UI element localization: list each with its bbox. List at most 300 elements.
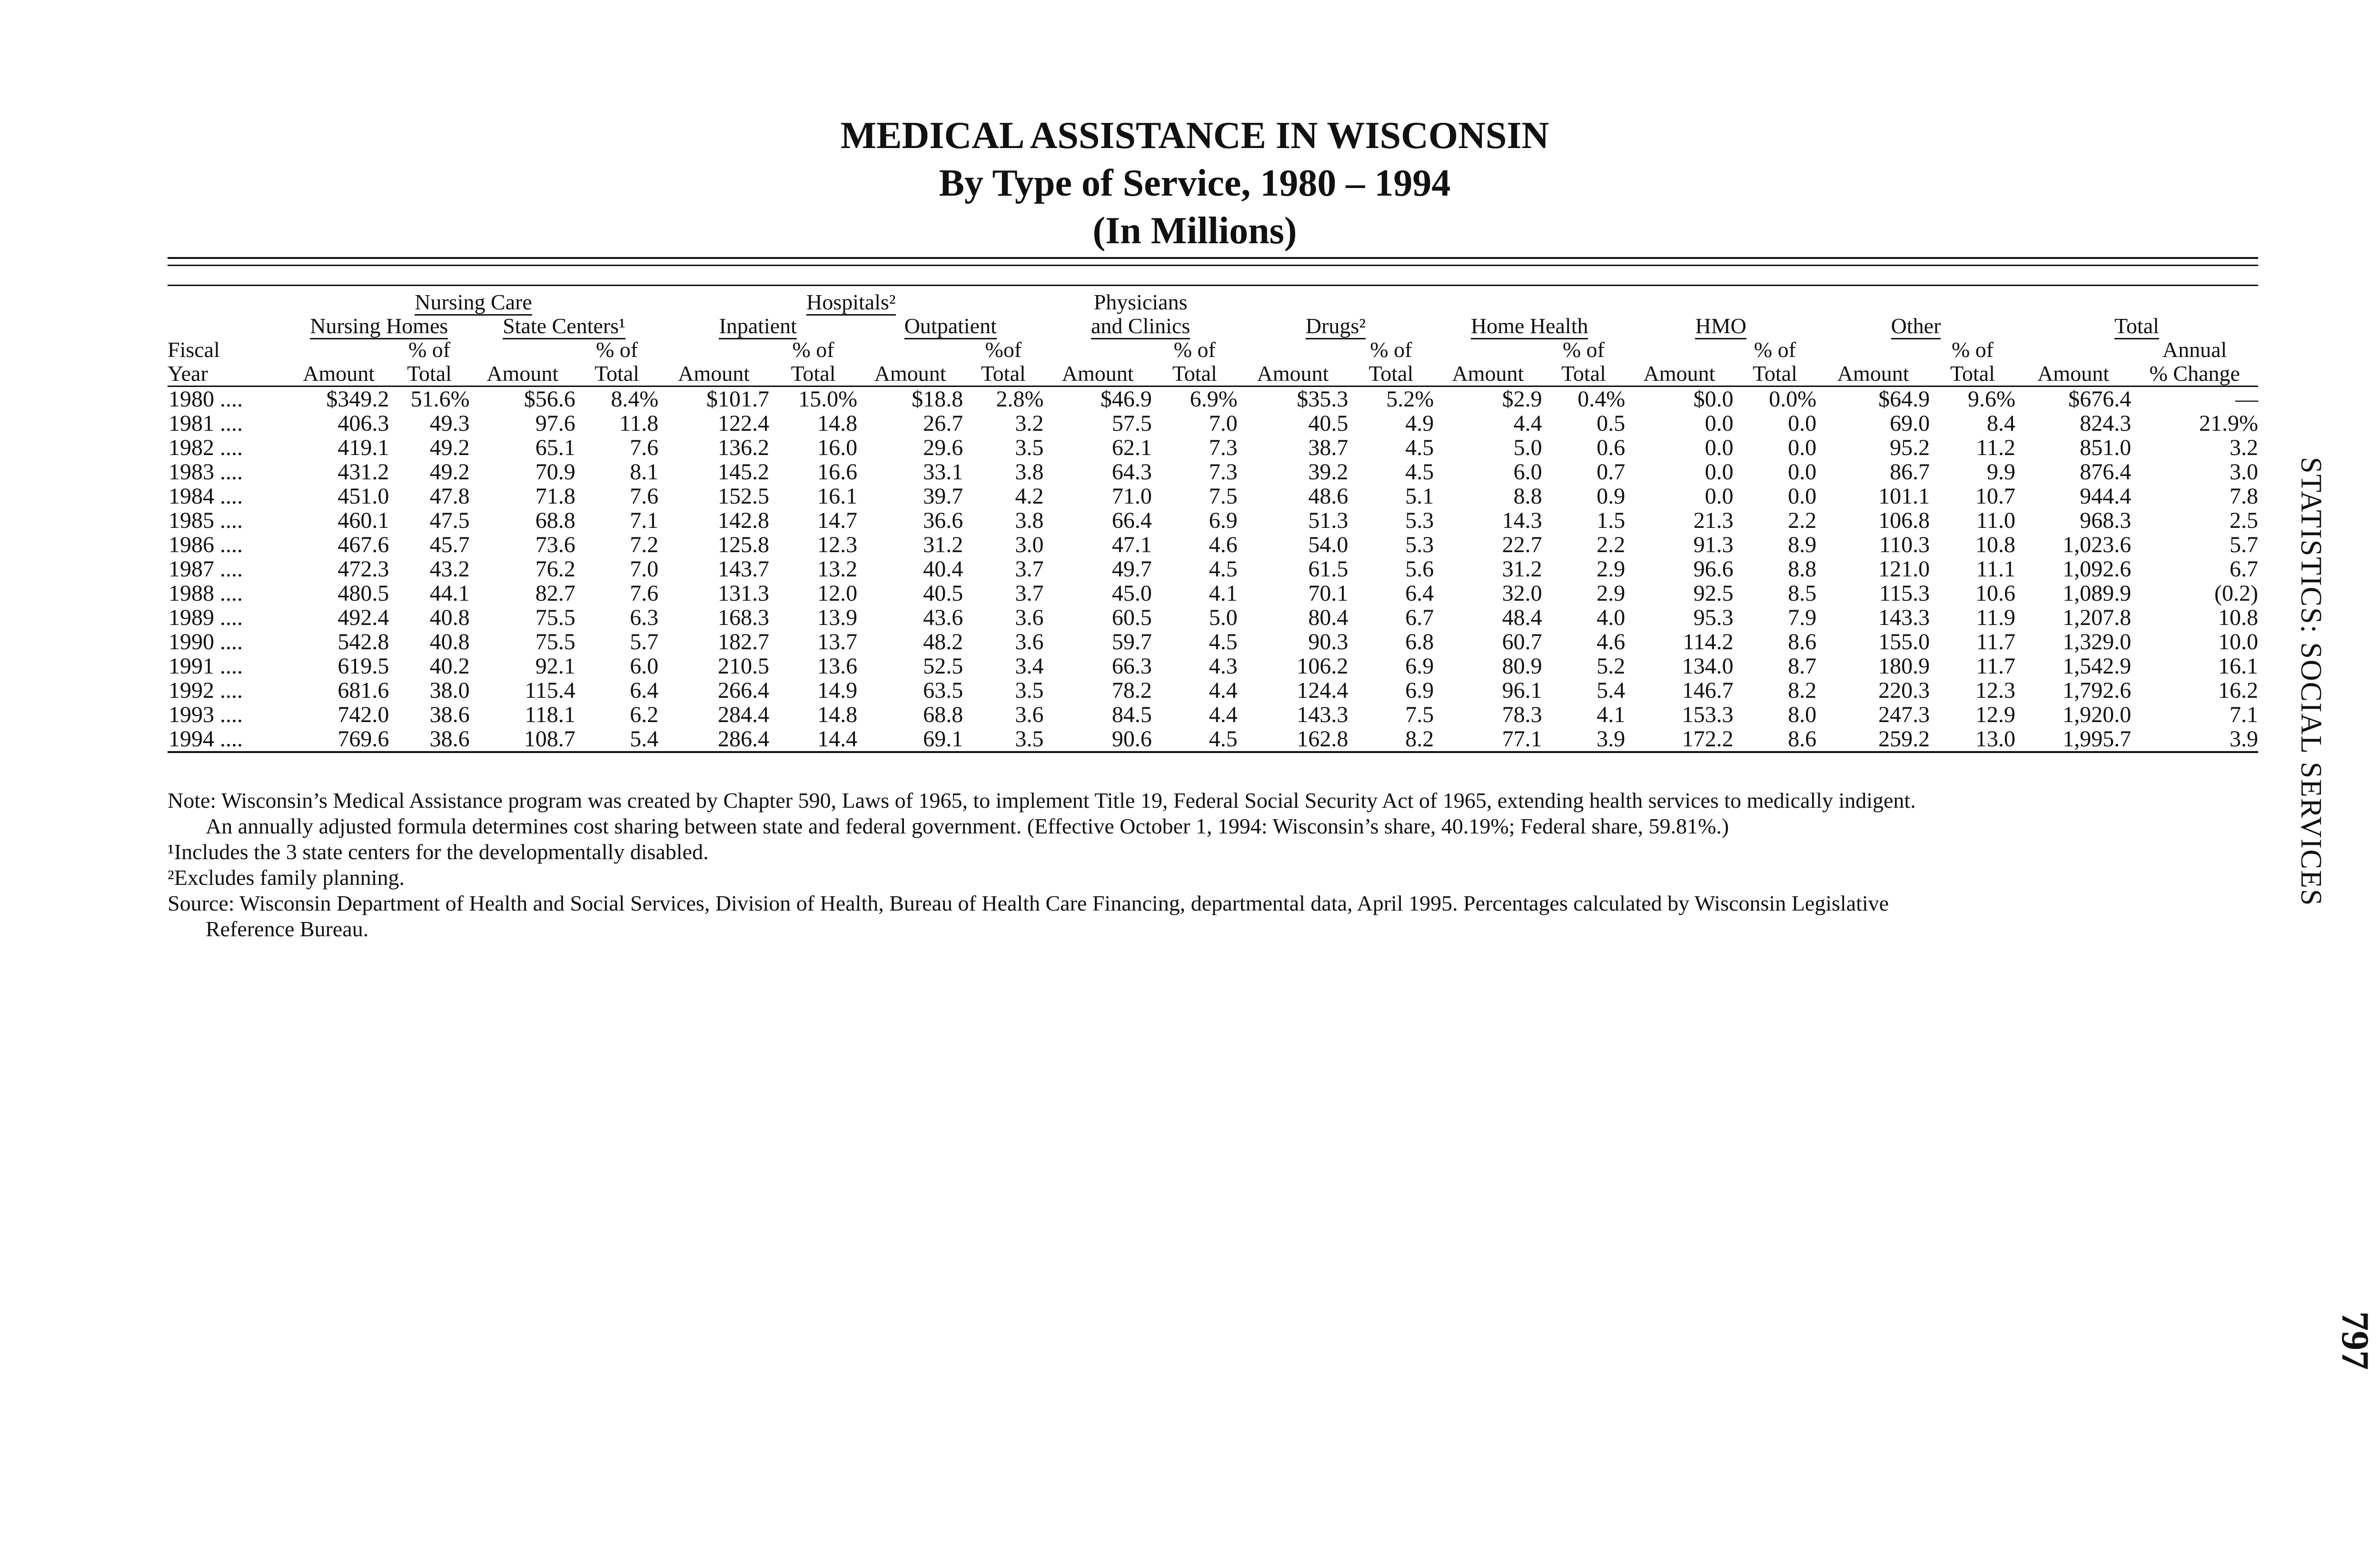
- table-cell: 5.3: [1405, 508, 1434, 533]
- table-cell: 876.4: [2080, 459, 2132, 485]
- table-cell: 1,542.9: [2063, 654, 2132, 679]
- table-cell: 69.1: [857, 727, 963, 752]
- table-cell: 5.1: [1405, 484, 1434, 509]
- table-cell: 8.4: [1986, 411, 2015, 436]
- table-cell: 60.7: [1502, 629, 1542, 654]
- table-cell: 3.9: [1542, 727, 1626, 752]
- table-cell: 49.2: [429, 459, 470, 485]
- table-cell: 40.5: [1308, 411, 1349, 436]
- table-cell: 38.7: [1308, 435, 1349, 460]
- table-cell: 5.2: [1597, 654, 1626, 679]
- table-cell: 3.6: [1015, 629, 1044, 654]
- table-cell: 2.2: [1597, 532, 1626, 557]
- table-cell: 59.7: [1111, 629, 1152, 654]
- table-cell: 4.6: [1597, 629, 1626, 654]
- table-cell: 39.7: [923, 484, 963, 509]
- table-cell: 45.0: [1111, 581, 1152, 606]
- fiscal-year-cell: 1984 ....: [169, 484, 243, 509]
- table-cell: 4.5: [1405, 435, 1434, 460]
- table-cell: 90.3: [1308, 629, 1349, 654]
- table-cell: 1,329.0: [2063, 629, 2132, 654]
- fiscal-year-cell: 1993 ....: [169, 702, 243, 727]
- header-drugs: Drugs²: [1306, 314, 1366, 339]
- table-cell: 4.9: [1405, 411, 1434, 436]
- header-amount: Amount: [288, 362, 389, 386]
- page-title: [809, 112, 1580, 255]
- table-cell: 66.4: [1111, 508, 1152, 533]
- header-total-col: Total: [1734, 362, 1817, 386]
- table-cell: 4.1: [1597, 702, 1626, 727]
- table-row: [168, 654, 2258, 678]
- table-cell: 406.3: [337, 411, 389, 436]
- table-cell: 3.7: [1015, 581, 1044, 606]
- fiscal-year-cell: 1988 ....: [169, 581, 243, 606]
- table-cell: 90.6: [1043, 727, 1151, 752]
- table-cell: 5.6: [1405, 556, 1434, 582]
- table-cell: 944.4: [2080, 484, 2132, 509]
- table-cell: 49.7: [1111, 556, 1152, 582]
- table-cell: 61.5: [1308, 556, 1349, 582]
- table-cell: 39.2: [1308, 459, 1349, 485]
- table-cell: 451.0: [337, 484, 389, 509]
- footnote-2: ²Excludes family planning.: [168, 865, 405, 890]
- table-cell: 0.5: [1597, 411, 1626, 436]
- table-cell: 78.3: [1502, 702, 1542, 727]
- table-cell: 49.2: [429, 435, 470, 460]
- table-cell: 143.3: [1878, 605, 1930, 630]
- table-cell: 0.0: [1705, 459, 1734, 485]
- table-cell: 8.2: [1348, 727, 1434, 752]
- table-cell: 13.0: [1930, 727, 2015, 752]
- header-total: Total: [2114, 314, 2159, 339]
- table-cell: 11.1: [1976, 556, 2015, 582]
- table-cell: 220.3: [1878, 678, 1930, 703]
- table-row: [168, 605, 2258, 630]
- table-cell: 14.3: [1502, 508, 1542, 533]
- table-cell: 38.0: [429, 678, 470, 703]
- table-cell: 32.0: [1502, 581, 1542, 606]
- header-pct-of: % of: [408, 337, 451, 362]
- header-amount: Amount: [1238, 362, 1349, 386]
- table-cell: 12.0: [817, 581, 858, 606]
- fiscal-year-cell: 1994 ....: [168, 727, 288, 752]
- table-cell: 7.5: [1209, 484, 1238, 509]
- table-cell: 10.6: [1975, 581, 2015, 606]
- table-cell: $0.0: [1693, 386, 1734, 412]
- table-row: [168, 557, 2258, 581]
- fiscal-year-cell: 1991 ....: [169, 654, 243, 679]
- table-cell: 4.0: [1597, 605, 1626, 630]
- table-cell: 6.9: [1209, 508, 1238, 533]
- fiscal-year-cell: 1990 ....: [169, 629, 243, 654]
- section-side-label: STATISTICS: SOCIAL SERVICES: [2295, 457, 2327, 907]
- table-cell: 0.0: [1705, 484, 1734, 509]
- table-cell: 14.9: [817, 678, 858, 703]
- table-cell: 78.2: [1111, 678, 1152, 703]
- table-cell: 40.2: [429, 654, 470, 679]
- table-cell: 80.9: [1502, 654, 1542, 679]
- table-cell: 7.2: [630, 532, 659, 557]
- table-cell: 492.4: [337, 605, 389, 630]
- medical-assistance-table: [168, 290, 2258, 753]
- header-pct-of: % of: [1173, 337, 1216, 362]
- table-cell: 6.7: [1405, 605, 1434, 630]
- table-cell: 14.8: [817, 411, 858, 436]
- table-cell: 13.2: [817, 556, 858, 582]
- header-pct-of: % of: [792, 337, 834, 362]
- table-cell: 3.6: [1015, 702, 1044, 727]
- table-cell: 11.0: [1976, 508, 2015, 533]
- table-cell: 40.8: [429, 629, 470, 654]
- table-cell: 95.2: [1890, 435, 1930, 460]
- table-cell: 7.6: [630, 581, 659, 606]
- table-cell: 0.0%: [1769, 386, 1817, 412]
- header-total-col: Total: [1542, 362, 1626, 386]
- table-cell: 3.4: [1015, 654, 1044, 679]
- table-cell: 5.0: [1513, 435, 1542, 460]
- table-cell: 3.5: [1015, 435, 1044, 460]
- table-cell: 7.0: [1209, 411, 1238, 436]
- table-cell: 48.6: [1308, 484, 1349, 509]
- table-cell: 0.0: [1705, 411, 1734, 436]
- header-total-col: Total: [1930, 362, 2015, 386]
- header-total-col: Total: [575, 362, 659, 386]
- title-line-2: By Type of Service, 1980 – 1994: [939, 162, 1451, 204]
- header-inpatient: Inpatient: [719, 314, 797, 339]
- table-cell: 13.6: [817, 654, 858, 679]
- page-number: 797: [2334, 1311, 2377, 1370]
- notes-block: [168, 788, 2262, 942]
- table-cell: 0.6: [1597, 435, 1626, 460]
- table-cell: $18.8: [912, 386, 963, 412]
- table-cell: 0.7: [1597, 459, 1626, 485]
- title-line-1: MEDICAL ASSISTANCE IN WISCONSIN: [840, 115, 1549, 157]
- table-cell: 5.0: [1209, 605, 1238, 630]
- table-cell: 143.7: [718, 556, 769, 582]
- table-cell: 75.5: [535, 629, 575, 654]
- table-cell: 681.6: [337, 678, 389, 703]
- table-cell: 54.0: [1308, 532, 1349, 557]
- header-amount: Amount: [470, 362, 575, 386]
- table-cell: 3.5: [1015, 678, 1044, 703]
- table-cell: 115.4: [525, 678, 575, 703]
- table-cell: 40.8: [429, 605, 470, 630]
- table-cell: 6.3: [630, 605, 659, 630]
- table-cell: $676.4: [2068, 386, 2132, 412]
- table-cell: 121.0: [1878, 556, 1930, 582]
- table-cell: 1,995.7: [2015, 727, 2131, 752]
- table-cell: 286.4: [658, 727, 769, 752]
- header-amount: Amount: [1816, 362, 1930, 386]
- header-amount: Amount: [2015, 362, 2131, 386]
- table-cell: 8.9: [1788, 532, 1817, 557]
- table-cell: 96.1: [1502, 678, 1542, 703]
- table-cell: 40.4: [923, 556, 963, 582]
- table-cell: 8.0: [1788, 702, 1817, 727]
- table-cell: 0.4%: [1577, 386, 1626, 412]
- table-cell: 48.4: [1502, 605, 1542, 630]
- fiscal-year-cell: 1992 ....: [169, 678, 243, 703]
- table-cell: 4.4: [1209, 678, 1238, 703]
- table-cell: 3.0: [2230, 459, 2258, 485]
- table-cell: (0.2): [2214, 581, 2258, 606]
- table-cell: 49.3: [429, 411, 470, 436]
- table-cell: 40.5: [923, 581, 963, 606]
- table-cell: 5.3: [1405, 532, 1434, 557]
- table-cell: 96.6: [1693, 556, 1734, 582]
- table-cell: 6.0: [630, 654, 659, 679]
- table-cell: 86.7: [1890, 459, 1930, 485]
- table-cell: 62.1: [1111, 435, 1152, 460]
- header-row-groups: [168, 290, 2258, 314]
- table-cell: 6.9%: [1190, 386, 1238, 412]
- header-fiscal: Fiscal: [168, 337, 220, 362]
- header-outpatient: Outpatient: [904, 314, 997, 339]
- table-cell: 7.3: [1209, 435, 1238, 460]
- table-cell: 7.1: [630, 508, 659, 533]
- fiscal-year-cell: 1985 ....: [169, 508, 243, 533]
- table-row: [168, 484, 2258, 508]
- table-cell: 11.8: [619, 411, 659, 436]
- table-cell: 29.6: [923, 435, 963, 460]
- table-cell: 71.8: [535, 484, 575, 509]
- table-cell: 13.7: [817, 629, 858, 654]
- header-amount: Amount: [1434, 362, 1542, 386]
- table-cell: 68.8: [535, 508, 575, 533]
- table-cell: 7.1: [2230, 702, 2258, 727]
- fiscal-year-cell: 1982 ....: [169, 435, 243, 460]
- table-cell: 31.2: [923, 532, 963, 557]
- table-cell: 12.3: [1975, 678, 2015, 703]
- table-cell: 5.4: [575, 727, 659, 752]
- table-cell: 2.5: [2230, 508, 2258, 533]
- table-cell: 47.1: [1111, 532, 1152, 557]
- table-cell: 4.5: [1152, 727, 1238, 752]
- table-cell: 8.2: [1788, 678, 1817, 703]
- table-cell: 21.9%: [2199, 411, 2258, 436]
- table-cell: 182.7: [718, 629, 769, 654]
- table-cell: 968.3: [2080, 508, 2132, 533]
- table-cell: 7.0: [630, 556, 659, 582]
- header-nursing-care: Nursing Care: [415, 290, 532, 316]
- table-cell: 16.1: [817, 484, 858, 509]
- table-cell: 460.1: [337, 508, 389, 533]
- table-cell: 1,089.9: [2063, 581, 2132, 606]
- header-annual: Annual: [2162, 337, 2227, 362]
- table-cell: 11.2: [1976, 435, 2015, 460]
- table-cell: 6.8: [1405, 629, 1434, 654]
- table-cell: 38.6: [429, 702, 470, 727]
- table-cell: 10.0: [2218, 629, 2258, 654]
- table-cell: 467.6: [337, 532, 389, 557]
- table-cell: 7.3: [1209, 459, 1238, 485]
- header-pct-of: % of: [1370, 337, 1412, 362]
- table-cell: 3.6: [1015, 605, 1044, 630]
- table-cell: 9.6%: [1967, 386, 2015, 412]
- table-cell: 10.8: [2218, 605, 2258, 630]
- table-cell: 16.0: [817, 435, 858, 460]
- table-cell: 134.0: [1682, 654, 1734, 679]
- header-total-col: Total: [389, 362, 469, 386]
- header-pct-of: % of: [1754, 337, 1796, 362]
- table-cell: 70.9: [535, 459, 575, 485]
- header-year: Year: [168, 362, 288, 386]
- header-home-health: Home Health: [1471, 314, 1588, 339]
- table-cell: 6.9: [1405, 654, 1434, 679]
- table-row: [168, 386, 2258, 412]
- table-cell: 77.1: [1434, 727, 1542, 752]
- table-cell: 7.6: [630, 484, 659, 509]
- table-cell: 472.3: [337, 556, 389, 582]
- header-amount: Amount: [658, 362, 769, 386]
- table-row: [168, 727, 2258, 752]
- table-cell: 33.1: [923, 459, 963, 485]
- table-cell: 16.2: [2218, 678, 2258, 703]
- table-cell: 76.2: [535, 556, 575, 582]
- table-cell: 4.4: [1513, 411, 1542, 436]
- table-cell: 12.9: [1975, 702, 2015, 727]
- table-cell: 10.7: [1975, 484, 2015, 509]
- table-cell: $101.7: [706, 386, 769, 412]
- table-cell: 6.0: [1513, 459, 1542, 485]
- table-cell: 43.6: [923, 605, 963, 630]
- table-cell: 106.2: [1297, 654, 1349, 679]
- table-cell: 0.9: [1597, 484, 1626, 509]
- table-cell: 7.5: [1405, 702, 1434, 727]
- table-cell: 3.8: [1015, 459, 1044, 485]
- source-line-2: Reference Bureau.: [206, 917, 369, 941]
- header-total-col: Total: [1348, 362, 1434, 386]
- table-cell: 45.7: [429, 532, 470, 557]
- fiscal-year-cell: 1983 ....: [169, 459, 243, 485]
- table-cell: 480.5: [337, 581, 389, 606]
- table-cell: 3.5: [963, 727, 1043, 752]
- table-cell: 5.4: [1597, 678, 1626, 703]
- table-cell: 68.8: [923, 702, 963, 727]
- table-cell: 1,023.6: [2063, 532, 2132, 557]
- table-cell: 15.0%: [798, 386, 858, 412]
- table-cell: 13.9: [817, 605, 858, 630]
- table-cell: 31.2: [1502, 556, 1542, 582]
- table-cell: 114.2: [1683, 629, 1734, 654]
- table-cell: 66.3: [1111, 654, 1152, 679]
- table-cell: 51.3: [1308, 508, 1349, 533]
- table-cell: 106.8: [1878, 508, 1930, 533]
- table-row: [168, 508, 2258, 533]
- header-amount: Amount: [1043, 362, 1151, 386]
- table-cell: 44.1: [429, 581, 470, 606]
- header-physicians-line1: Physicians: [1093, 290, 1188, 314]
- table-cell: 172.2: [1625, 727, 1733, 752]
- table-cell: 5.7: [2230, 532, 2258, 557]
- fiscal-year-cell: 1989 ....: [169, 605, 243, 630]
- table-cell: 5.2%: [1386, 386, 1434, 412]
- table-cell: 101.1: [1878, 484, 1930, 509]
- table-cell: 146.7: [1682, 678, 1734, 703]
- table-cell: 742.0: [337, 702, 389, 727]
- table-cell: 4.5: [1209, 629, 1238, 654]
- table-cell: 247.3: [1878, 702, 1930, 727]
- table-cell: 11.7: [1976, 629, 2015, 654]
- table-cell: 6.4: [1405, 581, 1434, 606]
- table-cell: 14.4: [769, 727, 857, 752]
- header-physicians-line2: and Clinics: [1091, 314, 1190, 339]
- table-cell: 124.4: [1297, 678, 1349, 703]
- table-cell: 8.8: [1513, 484, 1542, 509]
- table-cell: 619.5: [337, 654, 389, 679]
- table-cell: 91.3: [1693, 532, 1734, 557]
- header-hmo: HMO: [1695, 314, 1746, 339]
- header-row-pct: [168, 338, 2258, 362]
- table-cell: 52.5: [923, 654, 963, 679]
- header-hospitals: Hospitals²: [806, 290, 896, 316]
- fiscal-year-cell: 1980 ....: [169, 386, 243, 412]
- header-amount: Amount: [1625, 362, 1733, 386]
- table-cell: 51.6%: [410, 386, 470, 412]
- table-cell: 1.5: [1597, 508, 1626, 533]
- footnote-1: ¹Includes the 3 state centers for the developmentally disabled.: [168, 840, 709, 864]
- table-cell: 8.6: [1734, 727, 1817, 752]
- table-cell: $64.9: [1878, 386, 1930, 412]
- table-row: [168, 411, 2258, 436]
- table-cell: 43.2: [429, 556, 470, 582]
- table-cell: 142.8: [718, 508, 769, 533]
- table-cell: 4.1: [1209, 581, 1238, 606]
- table-cell: $46.9: [1100, 386, 1152, 412]
- table-cell: 431.2: [337, 459, 389, 485]
- table-cell: 115.3: [1879, 581, 1930, 606]
- table-cell: 70.1: [1308, 581, 1349, 606]
- table-cell: 3.0: [1015, 532, 1044, 557]
- table-cell: $2.9: [1502, 386, 1542, 412]
- table-cell: 60.5: [1111, 605, 1152, 630]
- table-body: [168, 386, 2258, 753]
- table-cell: 152.5: [718, 484, 769, 509]
- top-rule-3: [168, 285, 2258, 286]
- table-cell: 8.1: [630, 459, 659, 485]
- table-cell: 38.6: [389, 727, 469, 752]
- table-cell: 851.0: [2080, 435, 2132, 460]
- table-cell: 1,792.6: [2063, 678, 2132, 703]
- table-cell: 21.3: [1693, 508, 1734, 533]
- table-cell: 9.9: [1986, 459, 2015, 485]
- table-cell: 2.2: [1788, 508, 1817, 533]
- table-cell: 1,092.6: [2063, 556, 2132, 582]
- table-cell: 64.3: [1111, 459, 1152, 485]
- fiscal-year-cell: 1981 ....: [169, 411, 243, 436]
- table-row: [168, 436, 2258, 460]
- table-cell: 131.3: [718, 581, 769, 606]
- table-cell: 6.4: [630, 678, 659, 703]
- table-cell: 16.6: [817, 459, 858, 485]
- header-nursing-homes: Nursing Homes: [310, 314, 448, 339]
- table-cell: 122.4: [718, 411, 769, 436]
- table-cell: 4.3: [1209, 654, 1238, 679]
- table-cell: 6.7: [2230, 556, 2258, 582]
- table-row: [168, 533, 2258, 557]
- table-cell: —: [2235, 386, 2258, 412]
- header-state-centers: State Centers¹: [503, 314, 625, 339]
- table-cell: 7.6: [630, 435, 659, 460]
- table-cell: 3.7: [1015, 556, 1044, 582]
- table-cell: 8.6: [1788, 629, 1817, 654]
- table-cell: 259.2: [1816, 727, 1930, 752]
- table-cell: 71.0: [1111, 484, 1152, 509]
- table-cell: 73.6: [535, 532, 575, 557]
- table-cell: 143.3: [1297, 702, 1349, 727]
- header-pct-of: % of: [595, 337, 638, 362]
- table-cell: 16.1: [2218, 654, 2258, 679]
